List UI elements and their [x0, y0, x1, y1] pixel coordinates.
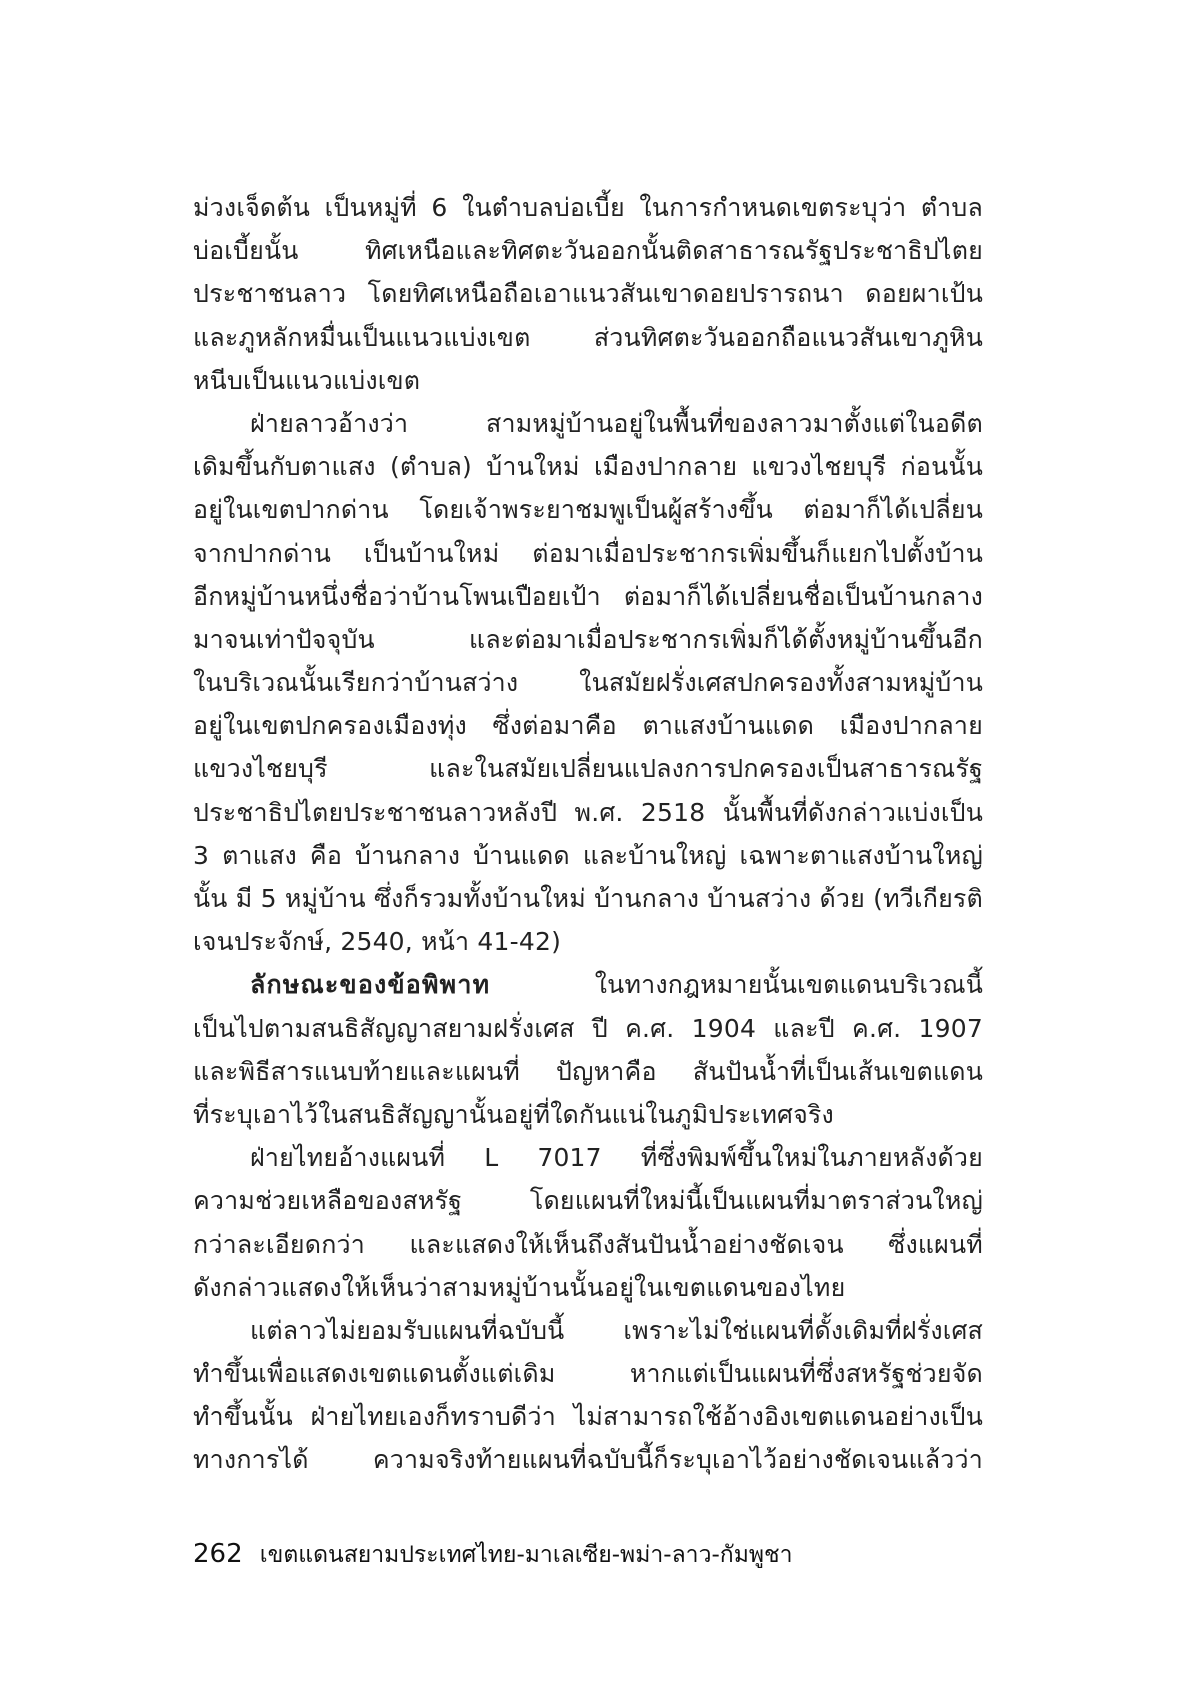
text-line: เป็นไปตามสนธิสัญญาสยามฝรั่งเศส ปี ค.ศ. 1904 และปี ค.ศ. 1907 — [193, 1013, 983, 1043]
text-line: 3 ตาแสง คือ บ้านกลาง บ้านแดด และบ้านใหญ่ เฉพาะตาแสงบ้านใหญ่ — [193, 840, 983, 870]
text-line: แขวงไชยบุรี และในสมัยเปลี่ยนแปลงการปกครองเป็นสาธารณรัฐ — [193, 754, 983, 784]
running-title: เขตแดนสยามประเทศไทย-มาเลเซีย-พม่า-ลาว-กัมพูชา — [259, 1542, 793, 1568]
text-line: ดังกล่าวแสดงให้เห็นว่าสามหมู่บ้านนั้นอยู่ในเขตแดนของไทย — [193, 1272, 846, 1302]
text-line: ม่วงเจ็ดต้น เป็นหมู่ที่ 6 ในตำบลบ่อเบี้ย ในการกำหนดเขตระบุว่า ตำบล — [193, 193, 983, 222]
page-number: 262 — [193, 1539, 243, 1569]
text-line: เจนประจักษ์, 2540, หน้า 41-42) — [193, 927, 562, 957]
page-footer — [193, 1534, 793, 1574]
text-line: มาจนเท่าปัจจุบัน และต่อมาเมื่อประชากรเพิ่มก็ได้ตั้งหมู่บ้านขึ้นอีก — [193, 624, 983, 654]
text-line: อยู่ในเขตปากด่าน โดยเจ้าพระยาชมพูเป็นผู้สร้างขึ้น ต่อมาก็ได้เปลี่ยน — [193, 495, 983, 525]
body-text — [193, 186, 983, 1482]
text-line: และพิธีสารแนบท้ายและแผนที่ ปัญหาคือ สันปันน้ำที่เป็นเส้นเขตแดน — [193, 1056, 983, 1086]
text-line: อีกหมู่บ้านหนึ่งชื่อว่าบ้านโพนเปือยเป้า ต่อมาก็ได้เปลี่ยนชื่อเป็นบ้านกลาง — [193, 581, 983, 611]
text-line: จากปากด่าน เป็นบ้านใหม่ ต่อมาเมื่อประชากรเพิ่มขึ้นก็แยกไปตั้งบ้าน — [193, 538, 983, 568]
text-run: ในทางกฎหมายนั้นเขตแดนบริเวณนี้ — [490, 970, 983, 1000]
text-line — [193, 963, 983, 1006]
section-heading: ลักษณะของข้อพิพาท — [250, 970, 491, 1000]
text-line: บ่อเบี้ยนั้น ทิศเหนือและทิศตะวันออกนั้นติดสาธารณรัฐประชาธิปไตย — [193, 236, 983, 266]
text-line: ประชาธิปไตยประชาชนลาวหลังปี พ.ศ. 2518 นั้นพื้นที่ดังกล่าวแบ่งเป็น — [193, 797, 983, 827]
text-line: เดิมขึ้นกับตาแสง (ตำบล) บ้านใหม่ เมืองปากลาย แขวงไชยบุรี ก่อนนั้น — [193, 452, 983, 482]
text-line: กว่าละเอียดกว่า และแสดงให้เห็นถึงสันปันน้ำอย่างชัดเจน ซึ่งแผนที่ — [193, 1229, 983, 1259]
text-line: นั้น มี 5 หมู่บ้าน ซึ่งก็รวมทั้งบ้านใหม่ บ้านกลาง บ้านสว่าง ด้วย (ทวีเกียรติ — [193, 884, 983, 913]
text-line: และภูหลักหมื่นเป็นแนวแบ่งเขต ส่วนทิศตะวันออกถือแนวสันเขาภูหิน — [193, 322, 983, 352]
text-line: ฝ่ายลาวอ้างว่า สามหมู่บ้านอยู่ในพื้นที่ของลาวมาตั้งแต่ในอดีต — [250, 408, 983, 438]
text-line: ทางการได้ ความจริงท้ายแผนที่ฉบับนี้ก็ระบุเอาไว้อย่างชัดเจนแล้วว่า — [193, 1445, 983, 1475]
text-line: ทำขึ้นนั้น ฝ่ายไทยเองก็ทราบดีว่า ไม่สามารถใช้อ้างอิงเขตแดนอย่างเป็น — [193, 1402, 983, 1432]
text-line: แต่ลาวไม่ยอมรับแผนที่ฉบับนี้ เพราะไม่ใช่แผนที่ดั้งเดิมที่ฝรั่งเศส — [250, 1315, 983, 1345]
text-line: ฝ่ายไทยอ้างแผนที่ L 7017 ที่ซึ่งพิมพ์ขึ้นใหม่ในภายหลังด้วย — [250, 1143, 983, 1173]
text-line: ประชาชนลาว โดยทิศเหนือถือเอาแนวสันเขาดอยปรารถนา ดอยผาเป้น — [193, 279, 983, 309]
text-line: ในบริเวณนั้นเรียกว่าบ้านสว่าง ในสมัยฝรั่งเศสปกครองทั้งสามหมู่บ้าน — [193, 668, 983, 698]
text-line: หนีบเป็นแนวแบ่งเขต — [193, 365, 421, 395]
text-line: อยู่ในเขตปกครองเมืองทุ่ง ซึ่งต่อมาคือ ตาแสงบ้านแดด เมืองปากลาย — [193, 711, 983, 741]
text-line: ทำขึ้นเพื่อแสดงเขตแดนตั้งแต่เดิม หากแต่เป็นแผนที่ซึ่งสหรัฐช่วยจัด — [193, 1359, 983, 1389]
text-line: ที่ระบุเอาไว้ในสนธิสัญญานั้นอยู่ที่ใดกันแน่ในภูมิประเทศจริง — [193, 1099, 834, 1129]
text-line: ความช่วยเหลือของสหรัฐ โดยแผนที่ใหม่นี้เป็นแผนที่มาตราส่วนใหญ่ — [193, 1186, 983, 1216]
